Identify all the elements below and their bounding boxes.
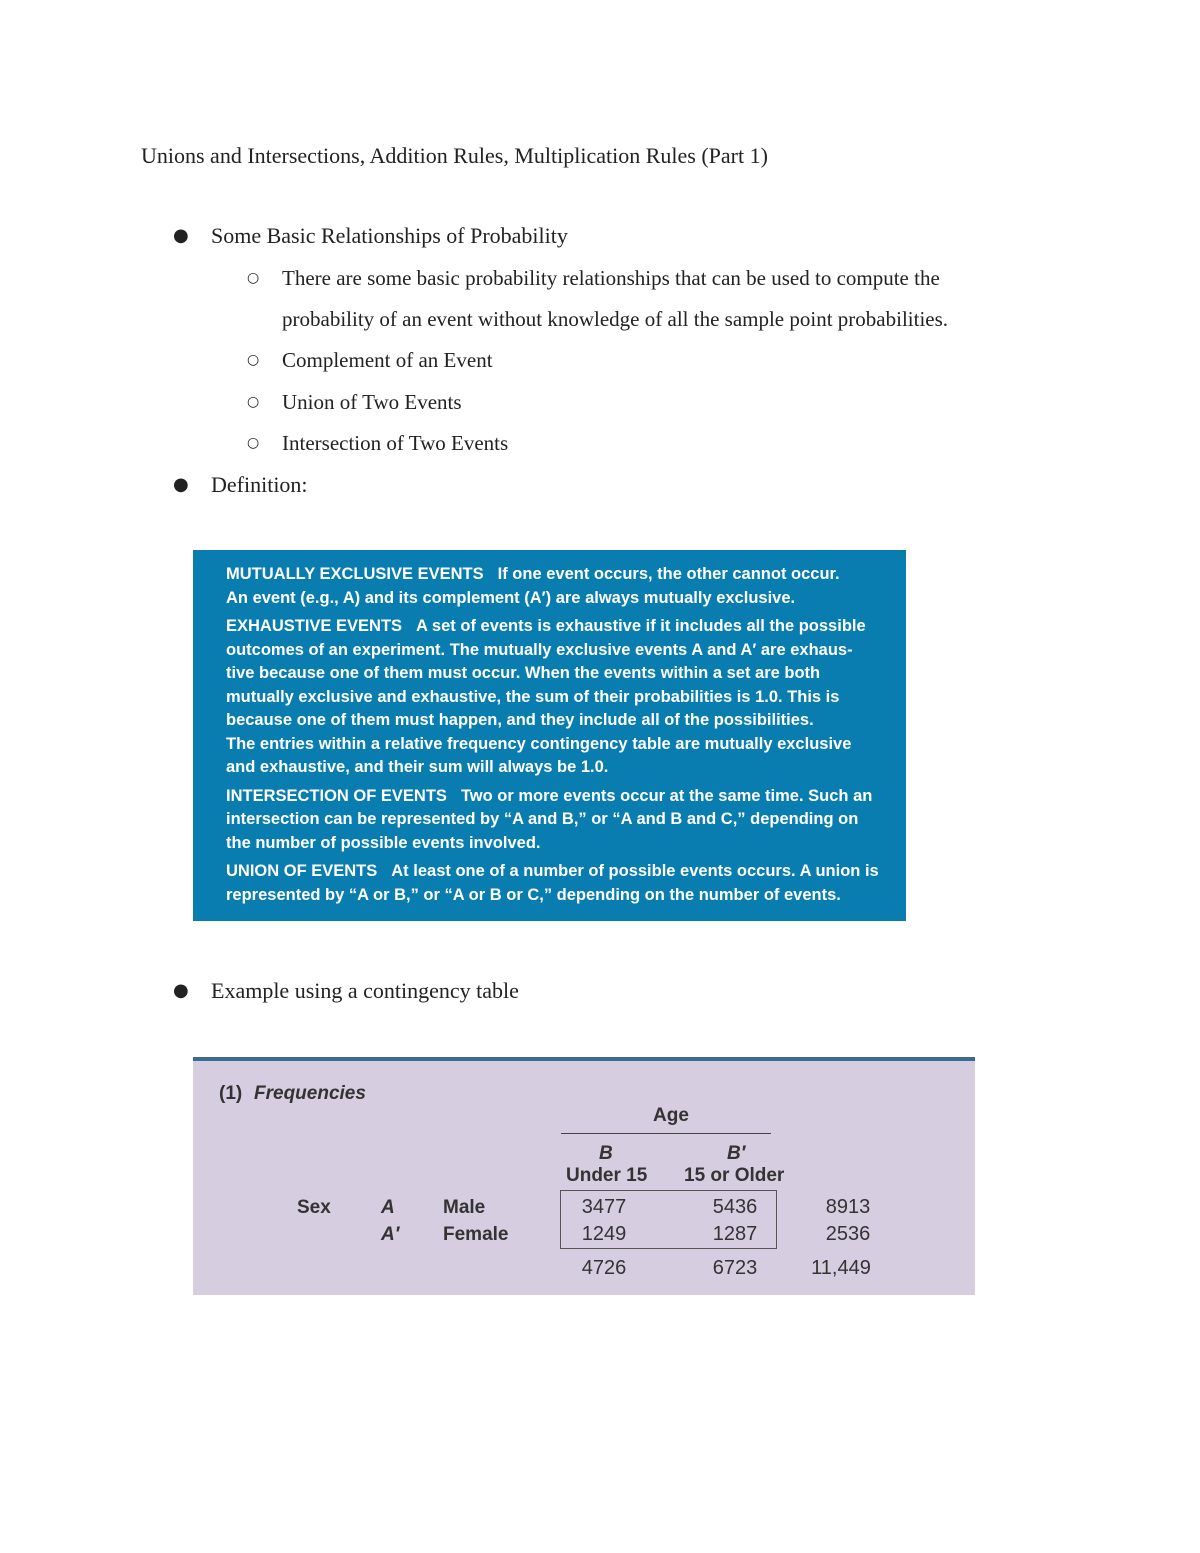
circle-bullet-icon: ○ [247, 270, 260, 286]
circle-bullet-icon: ○ [247, 352, 260, 368]
def-exhaustive: EXHAUSTIVE EVENTS A set of events is exhaustive if it includes all the possible outcomes of an experiment. The mutually exclusive events A and A′ are exhaus- tive because one of them must occur. When the events within a set are both mutually exclusive and exhaustive, the sum of their probabilities is 1.0. This is because one of them must happen, and they include all of the possibilities. The entries within a relative frequency contingency table are mutually exclusive and exhaustive, and their sum will always be 1.0. [226, 617, 866, 776]
table-heading: Frequencies [254, 1083, 366, 1104]
col-bp: B′ [727, 1143, 746, 1164]
cell-male-under15: 3477 [581, 1196, 627, 1218]
bullet-dot-icon: ● [173, 474, 189, 495]
col-b-label: Under 15 [566, 1165, 648, 1186]
circle-bullet-icon: ○ [247, 394, 260, 410]
cell-female-total: 2536 [825, 1223, 871, 1245]
cell-grand-total: 11,449 [811, 1257, 871, 1279]
page-title: Unions and Intersections, Addition Rules, Multiplication Rules (Part 1) [141, 143, 768, 168]
bullet-dot-icon: ● [173, 225, 189, 246]
circle-bullet-icon: ○ [247, 435, 260, 451]
row-ap-label: Female [443, 1224, 509, 1245]
col-b: B [599, 1143, 613, 1164]
row-ap: A′ [381, 1224, 400, 1245]
def-mutually-exclusive: MUTUALLY EXCLUSIVE EVENTS If one event occurs, the other cannot occur. An event (e.g., A) and its complement (A′) are always mutually exclusive. [226, 565, 840, 607]
definitions-box [193, 550, 906, 921]
age-divider [561, 1133, 771, 1134]
age-header: Age [653, 1105, 689, 1126]
table-heading-num: (1) [219, 1083, 243, 1104]
col-bp-label: 15 or Older [684, 1165, 785, 1186]
cell-female-15older: 1287 [712, 1223, 758, 1245]
row-a: A [381, 1197, 395, 1218]
cell-total-15older: 6723 [712, 1257, 758, 1279]
def-intersection: INTERSECTION OF EVENTS Two or more events occur at the same time. Such an intersection can be represented by “A and B,” or “A and B and C,” depending on the number of possible events involved. [226, 786, 873, 852]
row-sex: Sex [297, 1197, 331, 1218]
cell-male-total: 8913 [825, 1196, 871, 1218]
def-union: UNION OF EVENTS At least one of a number of possible events occurs. A union is represented by “A or B,” or “A or B or C,” depending on the number of events. [226, 862, 879, 904]
bullet-dot-icon: ● [173, 980, 189, 1001]
cell-total-under15: 4726 [581, 1257, 627, 1279]
cell-male-15older: 5436 [712, 1196, 758, 1218]
contingency-table [193, 1057, 975, 1295]
row-a-label: Male [443, 1197, 486, 1218]
cell-female-under15: 1249 [581, 1223, 627, 1245]
